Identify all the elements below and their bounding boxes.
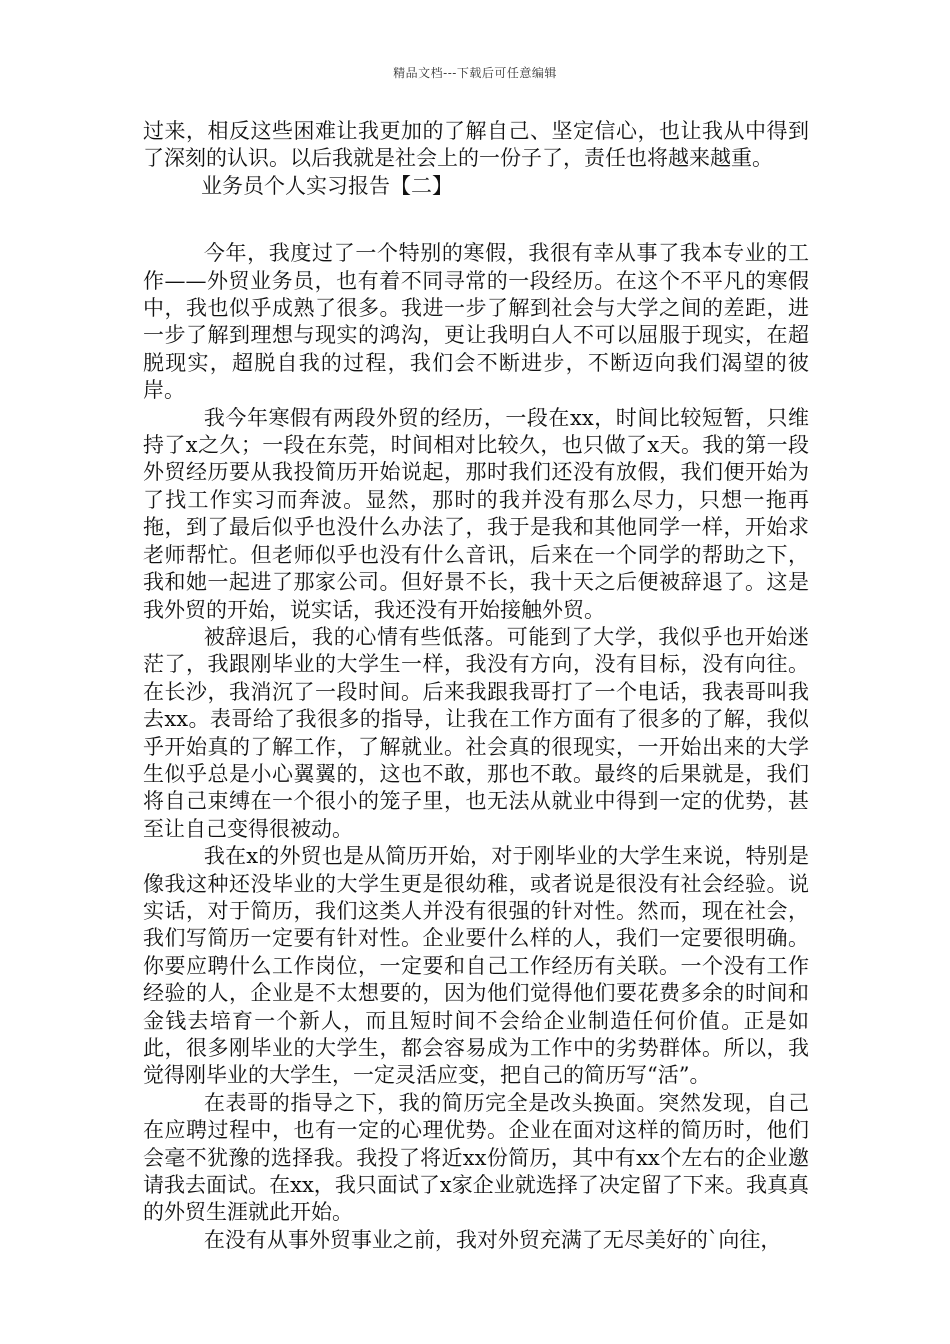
paragraph-5: 在表哥的指导之下，我的简历完全是改头换面。突然发现，自己在应聘过程中，也有一定的心理优势。企业在面对这样的简历时，他们会毫不犹豫的选择我。我投了将近xx份简历，其中有xx个左右的企业邀请我去面试。在xx，我只面试了x家企业就选择了决定留了下来。我真真的外贸生涯就此开始。: [143, 1090, 809, 1225]
paragraph-1: 今年，我度过了一个特别的寒假，我很有幸从事了我本专业的工作——外贸业务员，也有着不同寻常的一段经历。在这个不平凡的寒假中，我也似乎成熟了很多。我进一步了解到社会与大学之间的差距，进一步了解到理想与现实的鸿沟，更让我明白人不可以屈服于现实，在超脱现实，超脱自我的过程，我们会不断进步，不断迈向我们渴望的彼岸。: [143, 241, 809, 403]
document-body: [143, 118, 809, 1254]
paragraph-2: 我今年寒假有两段外贸的经历，一段在xx，时间比较短暂，只维持了x之久；一段在东莞，时间相对比较久，也只做了x天。我的第一段外贸经历要从我投简历开始说起，那时我们还没有放假，我们便开始为了找工作实习而奔波。显然，那时的我并没有那么尽力，只想一拖再拖，到了最后似乎也没什么办法了，我于是我和其他同学一样，开始求老师帮忙。但老师似乎也没有什么音讯，后来在一个同学的帮助之下，我和她一起进了那家公司。但好景不长，我十天之后便被辞退了。这是我外贸的开始，说实话，我还没有开始接触外贸。: [143, 405, 809, 622]
paragraph-continuation: 过来，相反这些困难让我更加的了解自己、坚定信心，也让我从中得到了深刻的认识。以后我就是社会上的一份子了，责任也将越来越重。: [143, 119, 809, 171]
paragraph-3: 被辞退后，我的心情有些低落。可能到了大学，我似乎也开始迷茫了，我跟刚毕业的大学生一样，我没有方向，没有目标，没有向往。在长沙，我消沉了一段时间。后来我跟我哥打了一个电话，我表哥叫我去xx。表哥给了我很多的指导，让我在工作方面有了很多的了解，我似乎开始真的了解工作，了解就业。社会真的很现实，一开始出来的大学生似乎总是小心翼翼的，这也不敢，那也不敢。最终的后果就是，我们将自己束缚在一个很小的笼子里，也无法从就业中得到一定的优势，甚至让自己变得很被动。: [143, 624, 809, 841]
paragraph-6: 在没有从事外贸事业之前，我对外贸充满了无尽美好的`向往，: [203, 1227, 782, 1252]
paragraph-4: 我在x的外贸也是从简历开始，对于刚毕业的大学生来说，特别是像我这种还没毕业的大学生更是很幼稚，或者说是很没有社会经验。说实话，对于简历，我们这类人并没有很强的针对性。然而，现在社会，我们写简历一定要有针对性。企业要什么样的人，我们一定要很明确。你要应聘什么工作岗位，一定要和自己工作经历有关联。一个没有工作经验的人，企业是不太想要的，因为他们觉得他们要花费多余的时间和金钱去培育一个新人，而且短时间不会给企业制造任何价值。正是如此，很多刚毕业的大学生，都会容易成为工作中的劣势群体。所以，我觉得刚毕业的大学生，一定灵活应变，把自己的简历写“活”。: [143, 844, 809, 1088]
section-heading: 业务员个人实习报告【二】: [201, 173, 453, 198]
page-header: 精品文档---下载后可任意编辑: [393, 66, 557, 80]
